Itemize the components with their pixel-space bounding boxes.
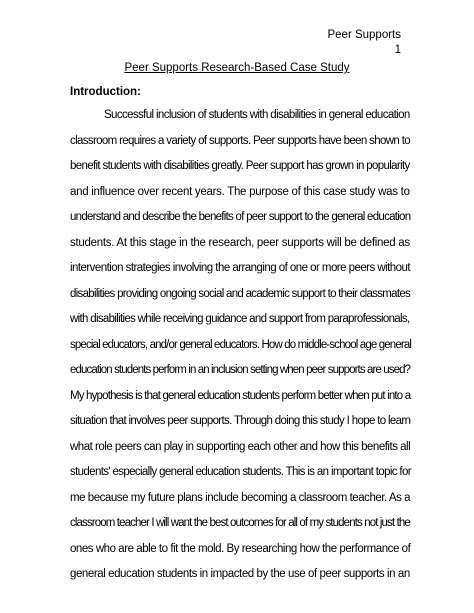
body-line: special educators, and/or general educators. How do middle-school age general (70, 338, 412, 351)
body-line: classroom teacher I will want the best outcomes for all of my students not just the (70, 517, 410, 529)
body-line: My hypothesis is that general education students perform better when put into a (70, 389, 411, 402)
section-heading: Introduction: (70, 86, 141, 98)
running-header (327, 28, 401, 58)
body-line: students. At this stage in the research, peer supports will be defined as (70, 236, 410, 249)
body-line: classroom requires a variety of supports. Peer supports have been shown to (70, 134, 411, 147)
page-number: 1 (394, 44, 401, 56)
body-line: understand and describe the benefits of peer support to the general education (70, 211, 411, 223)
body-line: disabilities providing ongoing social and academic support to their classmates (70, 287, 411, 300)
body-line: education students perform in an inclusion setting when peer supports are used? (70, 364, 411, 376)
body-line: intervention strategies involving the arranging of one or more peers without (70, 262, 410, 274)
body-paragraph (70, 103, 410, 588)
body-line: and influence over recent years. The purpose of this case study was to (70, 185, 410, 198)
body-line: students' especially general education students. This is an important topic for (70, 466, 411, 478)
body-line: situation that involves peer supports. Through doing this study I hope to learn (70, 415, 411, 427)
document-title: Peer Supports Research-Based Case Study (124, 62, 350, 74)
body-line: general education students in impacted by the use of peer supports in an (70, 568, 410, 580)
running-title: Peer Supports (327, 29, 401, 41)
body-line: Successful inclusion of students with disabilities in general education (104, 109, 410, 121)
body-line: ones who are able to fit the mold. By researching how the performance of (70, 542, 411, 555)
body-line: with disabilities while receiving guidance and support from paraprofessionals, (70, 313, 410, 325)
body-line: me because my future plans include becoming a classroom teacher. As a (70, 491, 411, 504)
body-line: what role peers can play in supporting each other and how this benefits all (70, 440, 411, 453)
body-line: benefit students with disabilities greatly. Peer support has grown in popularity (70, 160, 410, 172)
